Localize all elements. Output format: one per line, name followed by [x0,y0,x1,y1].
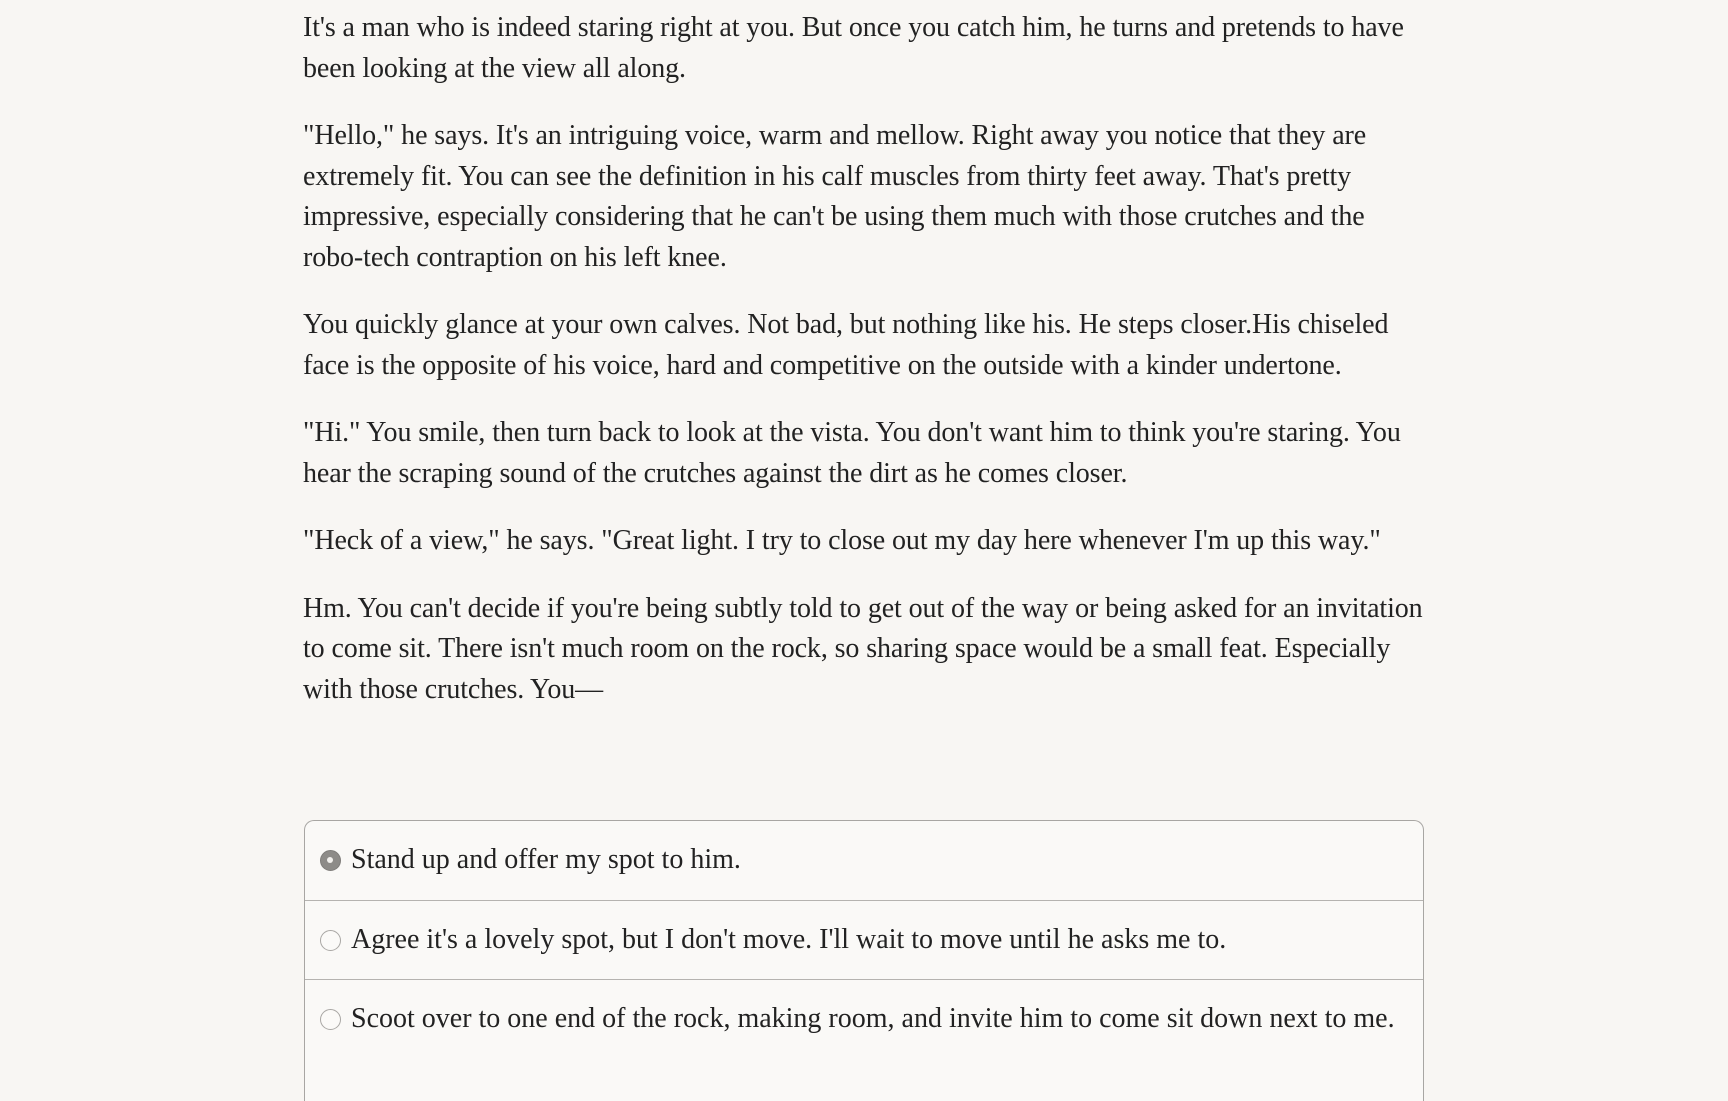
story-paragraph: "Heck of a view," he says. "Great light. I try to close out my day here whenever I'm up this way." [303,525,1381,556]
choice-option-scoot-over[interactable] [305,980,1423,1059]
choice-label: Scoot over to one end of the rock, making room, and invite him to come sit down next to me. [351,1003,1395,1034]
story-paragraph: "Hi." You smile, then turn back to look at the vista. You don't want him to think you're staring. You hear the scraping sound of the crutches against the dirt as he comes closer. [303,417,1401,489]
radio-unselected-icon[interactable] [320,930,341,951]
radio-selected-icon[interactable] [320,850,341,871]
choice-option-stand-up[interactable] [305,821,1423,901]
story-paragraph: Hm. You can't decide if you're being subtly told to get out of the way or being asked for an invitation to come sit. There isn't much room on the rock, so sharing space would be a small feat. Especially with those crutches. You— [303,592,1423,705]
choice-label: Stand up and offer my spot to him. [351,844,741,875]
choice-list [304,820,1424,1101]
story-paragraph: It's a man who is indeed staring right at you. But once you catch him, he turns and pretends to have been looking at the view all along. [303,12,1404,84]
story-paragraph: "Hello," he says. It's an intriguing voice, warm and mellow. Right away you notice that they are extremely fit. You can see the definition in his calf muscles from thirty feet away. That's pretty impressive, especially considering that he can't be using them much with those crutches and the robo-tech contraption on his left knee. [303,120,1367,273]
story-text [303,8,1423,737]
choice-option-stay[interactable] [305,901,1423,981]
choice-label: Agree it's a lovely spot, but I don't move. I'll wait to move until he asks me to. [351,923,1227,955]
story-paragraph: You quickly glance at your own calves. Not bad, but nothing like his. He steps closer.His chiseled face is the opposite of his voice, hard and competitive on the outside with a kinder undertone. [303,309,1389,381]
radio-unselected-icon[interactable] [320,1009,341,1030]
